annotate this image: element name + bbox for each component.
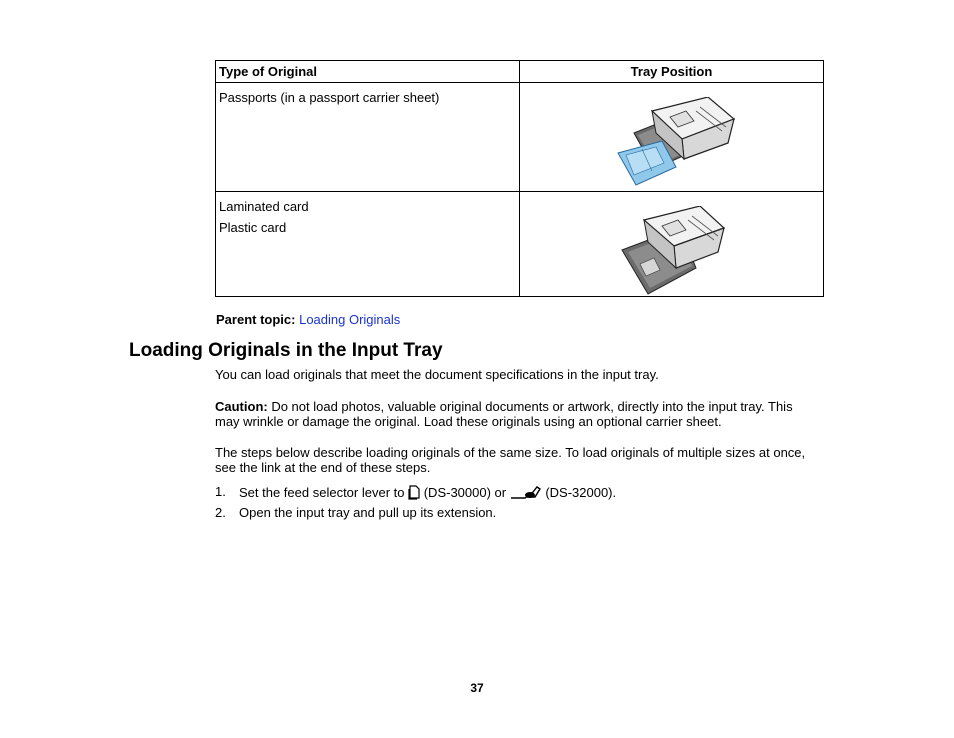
manual-feed-lever-icon [510, 486, 542, 500]
table-header-row [216, 61, 824, 83]
table-row [216, 83, 824, 192]
table-row [216, 192, 824, 297]
step-text-part: (DS-30000) or [420, 485, 510, 500]
scanner-with-passport-carrier-icon [612, 97, 737, 189]
scanner-with-card-icon [620, 206, 730, 296]
type-label: Plastic card [219, 220, 287, 235]
page-number: 37 [470, 681, 484, 695]
tray-position-cell [520, 83, 824, 192]
steps-intro-paragraph: The steps below describe loading originals of the same size. To load originals of multiple sizes at once, see the link at the end of these steps. [215, 445, 806, 475]
caution-label: Caution: [215, 399, 268, 414]
header-type-of-original: Type of Original [216, 61, 520, 83]
step-text: Open the input tray and pull up its extension. [239, 505, 497, 520]
step-number: 2. [215, 505, 226, 520]
originals-table [215, 60, 824, 297]
step-text-part: (DS-32000). [541, 485, 617, 500]
caution-paragraph [215, 399, 820, 429]
parent-topic [216, 312, 400, 327]
step-text-part: Set the feed selector lever to [239, 485, 409, 500]
header-tray-position: Tray Position [520, 61, 824, 83]
section-title: Loading Originals in the Input Tray [129, 340, 443, 361]
single-sheet-feed-icon [408, 484, 420, 500]
loading-originals-link[interactable]: Loading Originals [299, 312, 401, 327]
step-number: 1. [215, 484, 226, 499]
type-cell [216, 192, 520, 297]
step-text [239, 484, 616, 500]
type-cell [216, 83, 520, 192]
type-label: Laminated card [219, 199, 309, 214]
intro-paragraph: You can load originals that meet the document specifications in the input tray. [215, 367, 659, 382]
caution-text: Do not load photos, valuable original documents or artwork, directly into the input tray. This may wrinkle or damage the original. Load these originals using an optional carrier sheet. [215, 399, 793, 429]
parent-topic-label: Parent topic: [216, 312, 296, 327]
type-label: Passports (in a passport carrier sheet) [219, 90, 440, 105]
tray-position-cell [520, 192, 824, 297]
